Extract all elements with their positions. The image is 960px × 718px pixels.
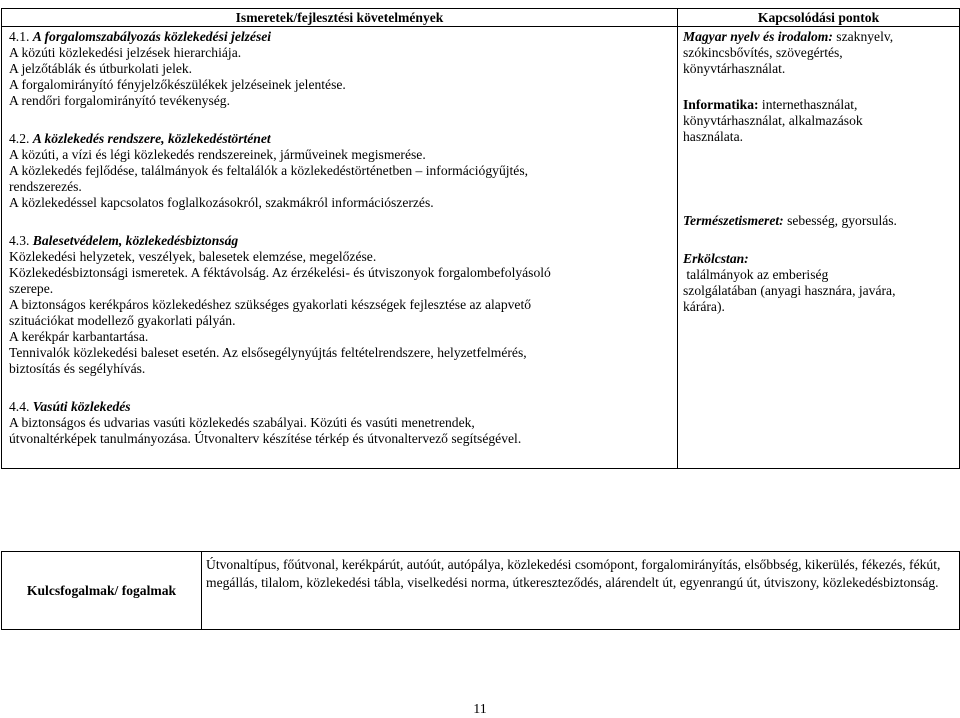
requirements-cell (2, 27, 678, 469)
section-line: szerepe. (9, 281, 54, 296)
section-line: A közlekedés fejlődése, találmányok és feltalálók a közlekedéstörténetben – információgyűjtés, (9, 163, 529, 178)
section-4-4 (9, 399, 673, 447)
link-line: használata. (683, 129, 744, 144)
link-informatika (683, 97, 955, 145)
link-line: kárára). (683, 299, 725, 314)
section-line: A közúti közlekedési jelzések hierarchiája. (9, 45, 242, 60)
section-title: A forgalomszabályozás közlekedési jelzései (32, 29, 272, 44)
section-line: A közúti, a vízi és légi közlekedés rendszereinek, járműveinek megismerése. (9, 147, 426, 162)
section-line: A biztonságos kerékpáros közlekedéshez szükséges gyakorlati készségek fejlesztése az alapvető (9, 297, 532, 312)
section-4-1 (9, 29, 673, 109)
section-number: 4.3. (9, 233, 30, 248)
keywords-text: Útvonaltípus, főútvonal, kerékpárút, autóút, autópálya, közlekedési csomópont, forgalomirányítás, elsőbbség, kikerülés, fékezés, fékút, megállás, tilalom, közlekedési tábla, viselkedési norma, útkereszteződés, alárendelt út, egyenrangú út, útviszony, közlekedésbiztonság. (202, 552, 960, 630)
link-line: szolgálatában (anyagi hasznára, javára, (683, 283, 896, 298)
page-number: 11 (473, 702, 487, 717)
keywords-label: Kulcsfogalmak/ fogalmak (2, 552, 202, 630)
section-4-3 (9, 233, 673, 377)
link-subject: Informatika: (683, 97, 759, 112)
link-line: könyvtárhasználat. (683, 61, 786, 76)
link-subject: Természetismeret: (683, 213, 784, 228)
curriculum-table (1, 8, 960, 469)
link-magyar (683, 29, 955, 77)
section-line: útvonaltérképek tanulmányozása. Útvonalterv készítése térkép és útvonaltervező segítségével. (9, 431, 522, 446)
link-termeszetismeret (683, 213, 955, 229)
header-connections: Kapcsolódási pontok (678, 9, 960, 27)
section-line: szituációkat modellező gyakorlati pályán. (9, 313, 236, 328)
link-line: szókincsbővítés, szövegértés, (683, 45, 843, 60)
section-line: Közlekedési helyzetek, veszélyek, balesetek elemzése, megelőzése. (9, 249, 377, 264)
section-line: rendszerezés. (9, 179, 82, 194)
link-text: szaknyelv, (832, 29, 894, 44)
section-line: A rendőri forgalomirányító tevékenység. (9, 93, 230, 108)
section-number: 4.2. (9, 131, 30, 146)
connections-cell (678, 27, 960, 469)
section-number: 4.4. (9, 399, 30, 414)
link-subject: Erkölcstan: (683, 251, 749, 266)
header-requirements: Ismeretek/fejlesztési követelmények (2, 9, 678, 27)
link-line: könyvtárhasználat, alkalmazások (683, 113, 863, 128)
keywords-table (1, 551, 960, 630)
link-subject: Magyar nyelv és irodalom: (683, 29, 833, 44)
section-title: A közlekedés rendszere, közlekedéstörténet (32, 131, 271, 146)
link-erkolcstan (683, 251, 955, 315)
section-line: A kerékpár karbantartása. (9, 329, 149, 344)
section-line: Közlekedésbiztonsági ismeretek. A féktávolság. Az érzékelési- és útviszonyok forgalombefolyásoló (9, 265, 551, 280)
link-line: találmányok az emberiség (683, 267, 829, 282)
section-line: A biztonságos és udvarias vasúti közlekedés szabályai. Közúti és vasúti menetrendek, (9, 415, 475, 430)
section-line: Tennivalók közlekedési baleset esetén. Az elsősegélynyújtás feltételrendszere, helyzetfelmérés, (9, 345, 527, 360)
section-line: A forgalomirányító fényjelzőkészülékek jelzéseinek jelentése. (9, 77, 346, 92)
section-line: biztosítás és segélyhívás. (9, 361, 146, 376)
section-title: Balesetvédelem, közlekedésbiztonság (32, 233, 239, 248)
header-row (2, 9, 960, 27)
section-title: Vasúti közlekedés (32, 399, 131, 414)
section-4-2 (9, 131, 673, 211)
link-text: sebesség, gyorsulás. (783, 213, 897, 228)
section-number: 4.1. (9, 29, 30, 44)
section-line: A jelzőtáblák és útburkolati jelek. (9, 61, 193, 76)
link-text: internethasználat, (758, 97, 858, 112)
section-line: A közlekedéssel kapcsolatos foglalkozásokról, szakmákról információszerzés. (9, 195, 434, 210)
